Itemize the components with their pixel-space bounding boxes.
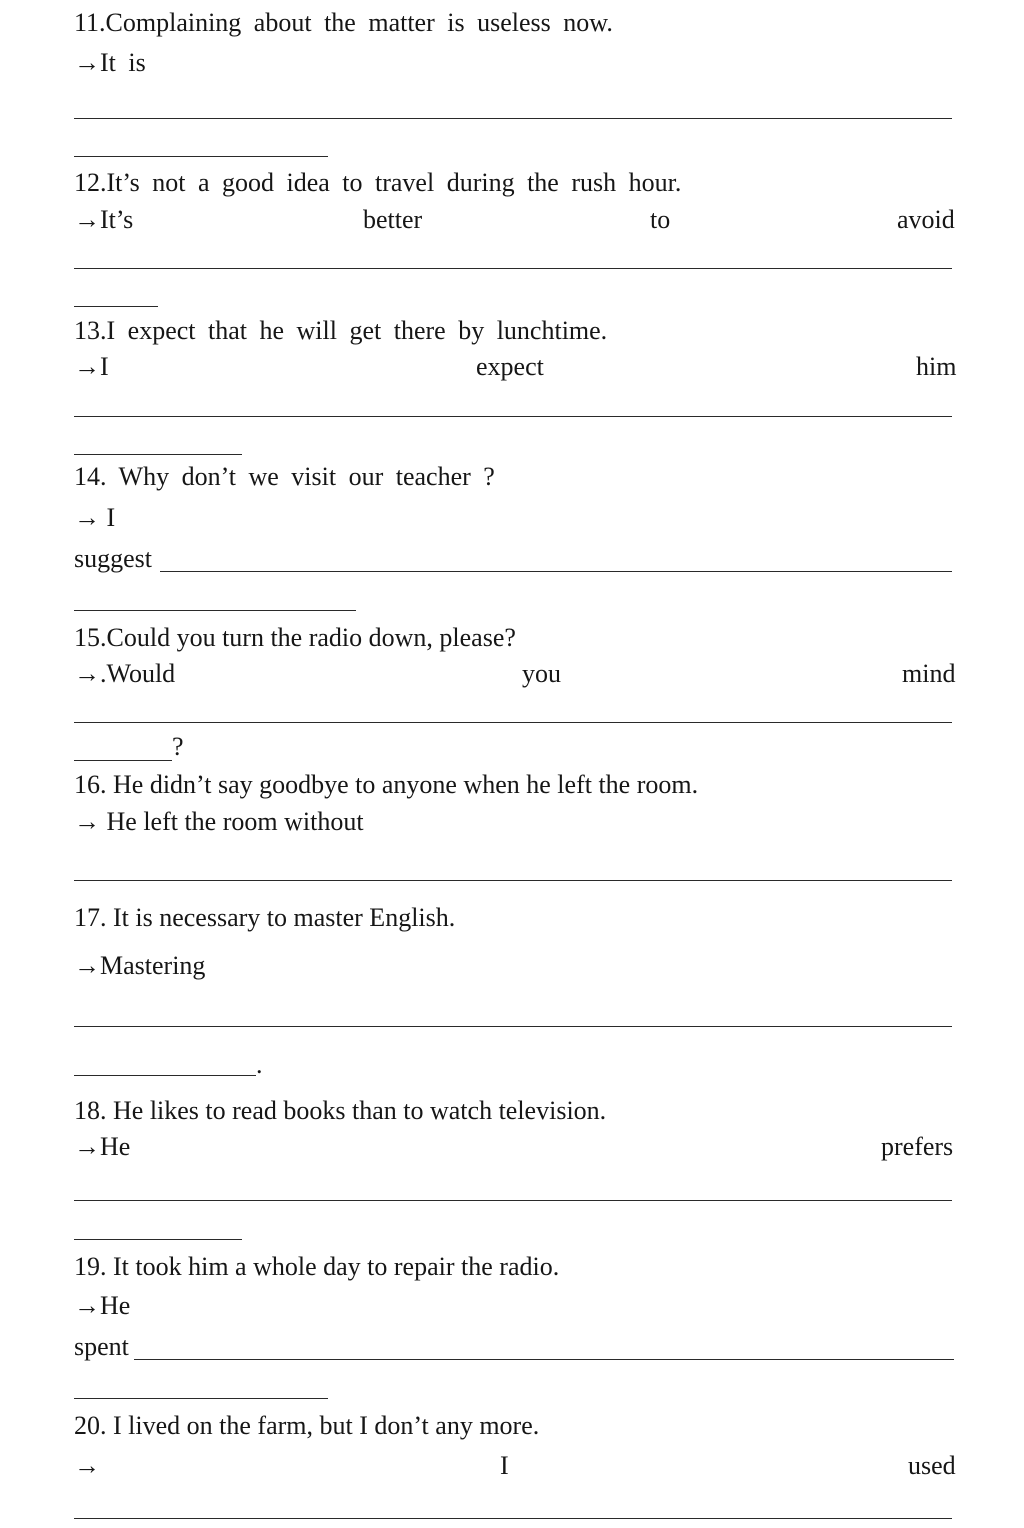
answer-blank-line[interactable]	[74, 722, 952, 723]
answer-prompt-19-word-1: →He	[74, 1291, 131, 1320]
answer-prompt-19-word-2: spent	[74, 1332, 129, 1361]
question-20: 20. I lived on the farm, but I don’t any more.	[74, 1411, 540, 1440]
answer-blank-line-short[interactable]	[74, 1075, 256, 1076]
answer-blank-line[interactable]	[74, 268, 952, 269]
question-16: 16. He didn’t say goodbye to anyone when he left the room.	[74, 770, 699, 799]
answer-blank-line-short[interactable]	[74, 1398, 328, 1399]
answer-prompt-18-word-2: prefers	[881, 1132, 954, 1161]
question-11: 11.Complaining about the matter is useless now.	[74, 8, 613, 37]
answer-blank-line[interactable]	[74, 1518, 952, 1519]
question-18: 18. He likes to read books than to watch television.	[74, 1096, 607, 1125]
answer-ending-17: .	[256, 1050, 263, 1079]
question-17: 17. It is necessary to master English.	[74, 903, 456, 932]
answer-prompt-11: →It is	[74, 48, 146, 77]
answer-prompt-13-word-1: →I	[74, 352, 109, 381]
answer-blank-line-short[interactable]	[74, 610, 356, 611]
answer-blank-line[interactable]	[74, 416, 952, 417]
answer-blank-line-short[interactable]	[74, 156, 328, 157]
answer-blank-line[interactable]	[160, 571, 952, 572]
answer-prompt-14-word-2: suggest	[74, 544, 152, 573]
answer-blank-line[interactable]	[74, 1026, 952, 1027]
answer-blank-line-short[interactable]	[74, 1239, 242, 1240]
answer-prompt-13-word-3: him	[916, 352, 957, 381]
answer-prompt-13-word-2: expect	[476, 352, 544, 381]
answer-blank-line[interactable]	[134, 1359, 954, 1360]
answer-prompt-12-word-1: →It’s	[74, 205, 134, 234]
answer-prompt-12-word-2: better	[363, 205, 423, 234]
question-15: 15.Could you turn the radio down, please?	[74, 623, 516, 652]
answer-prompt-15-word-1: →.Would	[74, 659, 176, 688]
answer-prompt-15-word-3: mind	[902, 659, 956, 688]
answer-prompt-20-word-3: used	[908, 1451, 956, 1480]
answer-prompt-20-word-1: →	[74, 1451, 100, 1480]
answer-prompt-17: →Mastering	[74, 951, 206, 980]
question-13: 13.I expect that he will get there by lunchtime.	[74, 316, 608, 345]
question-14: 14. Why don’t we visit our teacher ?	[74, 462, 495, 491]
answer-blank-line-short[interactable]	[74, 306, 158, 307]
answer-ending-15: ?	[172, 732, 184, 761]
answer-prompt-16: → He left the room without	[74, 807, 364, 836]
question-12: 12.It’s not a good idea to travel during the rush hour.	[74, 168, 682, 197]
answer-blank-line[interactable]	[74, 880, 952, 881]
answer-blank-line-short[interactable]	[74, 454, 242, 455]
answer-blank-line[interactable]	[74, 1200, 952, 1201]
answer-blank-line-short[interactable]	[74, 760, 172, 761]
answer-prompt-18-word-1: →He	[74, 1132, 131, 1161]
answer-prompt-12-word-4: avoid	[897, 205, 955, 234]
answer-prompt-15-word-2: you	[522, 659, 561, 688]
answer-prompt-12-word-3: to	[650, 205, 671, 234]
answer-prompt-20-word-2: I	[500, 1451, 509, 1480]
answer-blank-line[interactable]	[74, 118, 952, 119]
answer-prompt-14-word-1: → I	[74, 503, 116, 532]
question-19: 19. It took him a whole day to repair the radio.	[74, 1252, 560, 1281]
